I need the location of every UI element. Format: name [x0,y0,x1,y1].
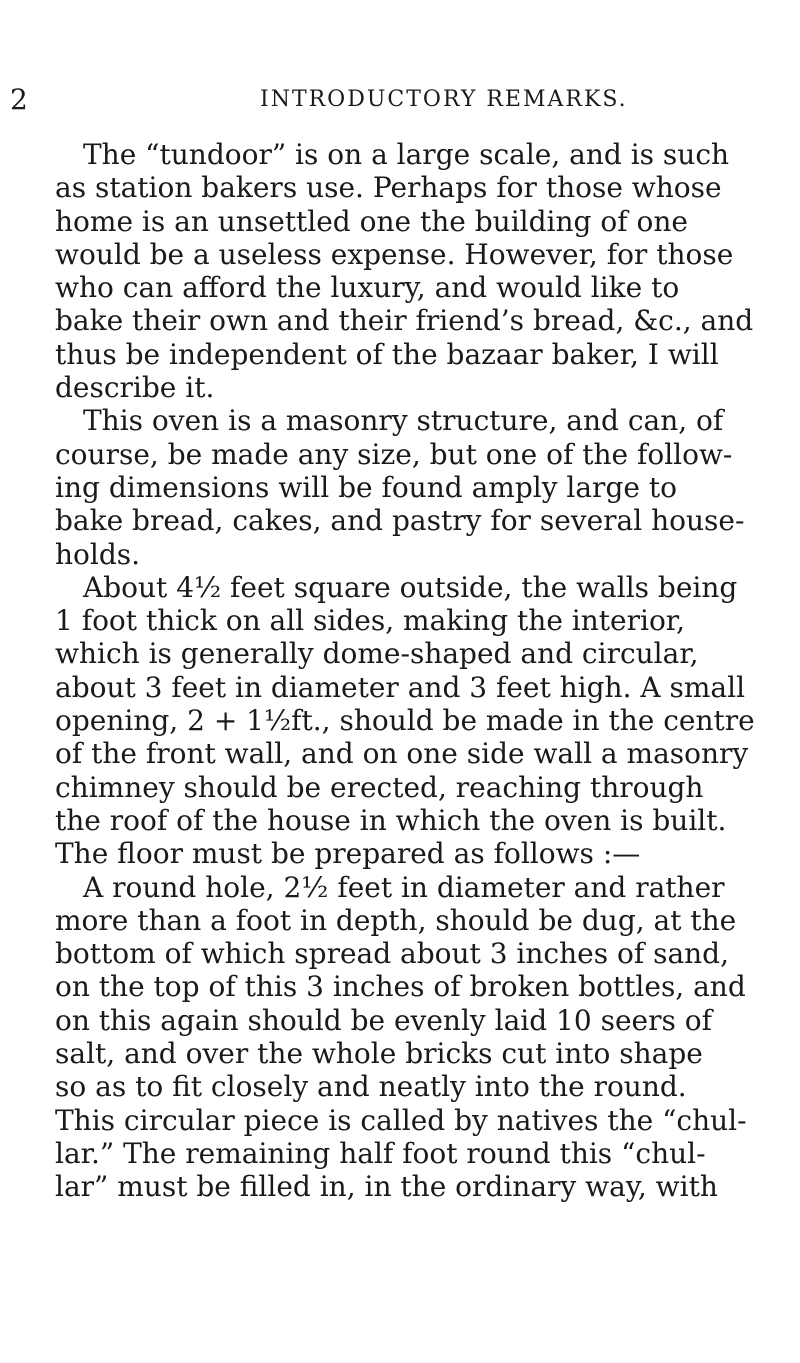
text-line: opening, 2 + 1½ft., should be made in the centre [55,704,755,738]
text-line: lar” must be filled in, in the ordinary way, with [55,1170,718,1204]
text-line: This oven is a masonry structure, and can, of [83,404,724,438]
text-line: of the front wall, and on one side wall a masonry [55,737,749,771]
text-line: about 3 feet in diameter and 3 feet high. A small [55,670,746,704]
text-line: on the top of this 3 inches of broken bottles, and [55,970,746,1004]
running-head [10,82,790,118]
text-line: the roof of the house in which the oven is built. [55,803,727,837]
text-line: The “tundoor” is on a large scale, and is such [83,138,730,171]
text-line: A round hole, 2½ feet in diameter and rather [83,870,725,904]
text-line: more than a foot in depth, should be dug, at the [55,903,737,937]
text-line: home is an unsettled one the building of one [55,204,688,238]
page-number: 2 [10,83,28,116]
text-line: who can afford the luxury, and would like to [55,271,680,305]
text-line: would be a useless expense. However, for those [55,237,734,271]
text-line: This circular piece is called by natives the “chul- [55,1103,747,1137]
running-head-title: INTRODUCTORY REMARKS. [260,87,628,112]
body-text [55,138,800,1204]
text-line: salt, and over the whole bricks cut into shape [55,1037,703,1071]
text-line: which is generally dome-shaped and circular, [55,637,699,671]
text-line: holds. [55,537,141,571]
text-line: lar.” The remaining half foot round this “chul- [55,1136,706,1170]
text-line: as station bakers use. Perhaps for those whose [55,171,722,205]
text-line: course, be made any size, but one of the follow- [55,437,733,471]
text-line: bottom of which spread about 3 inches of sand, [55,937,730,971]
text-line: describe it. [55,371,215,405]
text-line: About 4½ feet square outside, the walls being [83,570,738,604]
text-line: on this again should be evenly laid 10 seers of [55,1003,712,1037]
text-line: The floor must be prepared as follows :— [55,837,641,871]
text-line: thus be independent of the bazaar baker, I will [55,337,719,371]
text-line: bake their own and their friend’s bread, &c., and [55,304,754,338]
text-line: ing dimensions will be found amply large to [55,470,677,504]
text-line: so as to fit closely and neatly into the round. [55,1070,687,1104]
text-line: bake bread, cakes, and pastry for several house- [55,504,745,538]
text-line: chimney should be erected, reaching through [55,770,704,804]
text-line: 1 foot thick on all sides, making the interior, [55,604,686,638]
